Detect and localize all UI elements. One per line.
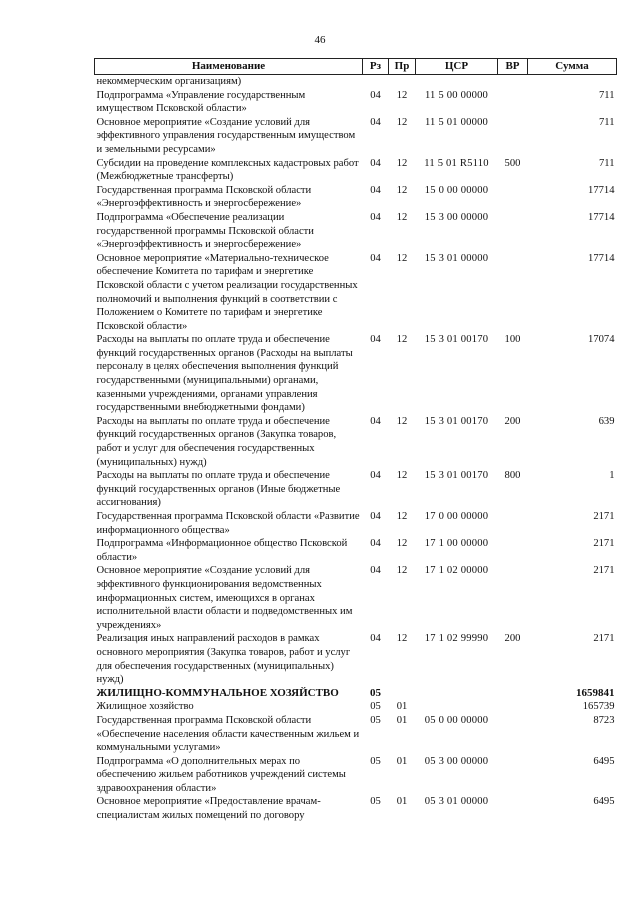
row-name: Подпрограмма «Информационное общество Псковской области» [96, 538, 348, 563]
row-csr: 05 3 00 00000 [424, 755, 489, 767]
table-row [95, 184, 617, 211]
row-name: Подпрограмма «Обеспечение реализации государственной программы Псковской области «Энергоэффективность и энергосбережение» [96, 211, 314, 251]
row-name: Расходы на выплаты по оплате труда и обеспечение функций государственных органов (Закупка товаров, работ и услуг для обеспечения государственных (муниципальных) нужд) [96, 415, 337, 468]
row-sum: 1 [609, 470, 615, 482]
table-row [95, 700, 617, 714]
table-row [95, 469, 617, 510]
row-pr: 12 [396, 252, 408, 264]
row-vr [498, 510, 528, 537]
row-sum: 2171 [593, 538, 615, 550]
row-pr [389, 687, 416, 701]
row-csr: 11 5 01 00000 [424, 116, 489, 128]
table-row [95, 157, 617, 184]
row-csr: 17 1 02 00000 [424, 565, 489, 577]
row-rz: 04 [370, 157, 381, 169]
row-rz: 04 [370, 334, 381, 346]
row-name: Жилищное хозяйство [96, 701, 194, 713]
row-name: Государственная программа Псковской области «Развитие информационного общества» [96, 511, 360, 536]
row-rz: 04 [370, 415, 381, 427]
row-csr: 17 0 00 00000 [424, 511, 489, 522]
row-vr [498, 252, 528, 334]
row-csr: 15 3 00 00000 [424, 211, 489, 223]
row-vr [498, 755, 528, 796]
row-rz: 04 [370, 252, 381, 264]
row-sum: 6495 [593, 796, 615, 808]
row-sum: 711 [599, 157, 615, 169]
row-pr: 12 [396, 415, 408, 427]
header-sum: Сумма [528, 59, 617, 75]
table-row [95, 75, 617, 89]
row-pr: 12 [396, 211, 408, 223]
row-vr: 200 [504, 633, 521, 645]
header-rz: Рз [363, 59, 389, 75]
row-pr: 01 [396, 796, 408, 808]
row-vr: 500 [504, 157, 521, 169]
row-name: Подпрограмма «Управление государственным имуществом Псковской области» [96, 89, 306, 115]
table-row [95, 795, 617, 822]
row-pr: 01 [396, 714, 408, 726]
row-sum: 17714 [588, 252, 615, 264]
row-sum: 17714 [588, 211, 615, 223]
row-vr: 100 [504, 334, 521, 346]
row-vr: 800 [504, 470, 521, 482]
row-csr: 11 5 01 R5110 [424, 157, 489, 169]
row-csr: 11 5 00 00000 [424, 89, 489, 101]
row-name: Расходы на выплаты по оплате труда и обеспечение функций государственных органов (Расходы на выплаты персоналу в целях обеспечения выполнения функций государственными (муниципальными) органами, казенными учреждениями, органами управления государственными внебюджетными фондами) [96, 334, 353, 414]
row-vr [498, 116, 528, 157]
row-name: Государственная программа Псковской области «Обеспечение населения области качественным жильем и коммунальными услугами» [96, 714, 360, 754]
table-row [95, 755, 617, 796]
row-rz: 05 [370, 701, 381, 713]
row-rz: 04 [370, 116, 381, 128]
table-header-row [95, 59, 617, 75]
row-csr: 15 3 01 00000 [424, 252, 489, 264]
row-pr: 12 [396, 633, 408, 645]
row-rz: 04 [370, 89, 381, 101]
table-row [95, 564, 617, 632]
row-pr: 12 [396, 157, 408, 169]
row-name: ЖИЛИЩНО-КОММУНАЛЬНОЕ ХОЗЯЙСТВО [96, 686, 339, 699]
table-row [95, 714, 617, 755]
row-rz: 04 [370, 470, 381, 482]
header-csr: ЦСР [416, 59, 498, 75]
row-sum: 711 [599, 116, 615, 128]
row-rz: 05 [370, 755, 381, 767]
row-sum: 2171 [593, 565, 615, 577]
row-sum: 17714 [588, 184, 615, 196]
table-body [95, 75, 617, 823]
row-vr [498, 714, 528, 755]
row-sum: 1659841 [576, 686, 615, 699]
section-row [95, 687, 617, 701]
row-csr: 17 1 00 00000 [424, 538, 489, 550]
row-rz: 04 [370, 511, 381, 522]
row-pr: 12 [396, 334, 408, 346]
row-vr [498, 795, 528, 822]
row-vr [498, 75, 528, 89]
row-pr [389, 75, 416, 89]
row-sum: 711 [599, 89, 615, 101]
row-csr: 05 3 01 00000 [424, 796, 489, 808]
row-rz: 04 [370, 538, 381, 550]
row-sum: 2171 [593, 633, 615, 645]
row-rz: 04 [370, 633, 381, 645]
row-sum: 17074 [588, 334, 615, 346]
row-rz: 05 [370, 796, 381, 808]
row-csr [416, 687, 498, 701]
row-vr [498, 564, 528, 632]
budget-table [94, 58, 617, 823]
row-vr [498, 211, 528, 252]
header-name: Наименование [95, 59, 363, 75]
table-row [95, 537, 617, 564]
table-row [95, 632, 617, 686]
row-rz: 04 [370, 184, 381, 196]
row-pr: 12 [396, 511, 408, 522]
row-sum: 165739 [582, 701, 615, 713]
row-csr: 15 0 00 00000 [424, 184, 489, 196]
row-pr: 01 [396, 701, 408, 713]
table-row [95, 116, 617, 157]
table-row [95, 333, 617, 415]
table-row [95, 415, 617, 469]
row-name: некоммерческим организациям) [96, 76, 242, 87]
row-sum [528, 75, 617, 89]
table-row [95, 510, 617, 537]
row-pr: 12 [396, 470, 408, 482]
row-sum: 639 [598, 415, 615, 427]
row-pr: 12 [396, 116, 408, 128]
row-rz: 05 [370, 714, 381, 726]
row-sum: 2171 [593, 511, 615, 522]
row-vr [498, 89, 528, 116]
header-vr: ВР [498, 59, 528, 75]
row-pr: 12 [396, 184, 408, 196]
row-vr [498, 687, 528, 701]
row-name: Государственная программа Псковской области «Энергоэффективность и энергосбережение» [96, 184, 312, 210]
row-vr [498, 184, 528, 211]
row-name: Основное мероприятие «Создание условий для эффективного функционирования ведомственных информационных систем, имеющихся в органах исполнительной власти области и подведомственных им учреждениях» [96, 565, 353, 631]
row-rz: 04 [370, 565, 381, 577]
row-rz [363, 75, 389, 89]
table-row [95, 252, 617, 334]
row-pr: 12 [396, 89, 408, 101]
row-csr: 15 3 01 00170 [424, 415, 489, 427]
row-pr: 12 [396, 538, 408, 550]
row-csr: 15 3 01 00170 [424, 470, 489, 482]
row-pr: 01 [396, 755, 408, 767]
row-rz: 04 [370, 211, 381, 223]
row-vr: 200 [504, 415, 521, 427]
table-row [95, 89, 617, 116]
row-vr [498, 700, 528, 714]
row-csr [416, 700, 498, 714]
table-row [95, 211, 617, 252]
row-name: Реализация иных направлений расходов в рамках основного мероприятия (Закупка товаров, работ и услуг для обеспечения государственных (муниципальных) нужд) [96, 633, 351, 686]
row-name: Основное мероприятие «Материально-техническое обеспечение Комитета по тарифам и энергетике Псковской области с учетом реализации государственных полномочий и выполнения функций в соответствии с Положением о Комитете по тарифам и энергетике Псковской области» [96, 252, 358, 332]
row-rz: 05 [370, 686, 381, 699]
row-pr: 12 [396, 565, 408, 577]
row-csr: 15 3 01 00170 [424, 334, 489, 346]
row-csr: 05 0 00 00000 [424, 714, 489, 726]
row-csr [416, 75, 498, 89]
page-number: 46 [314, 34, 326, 46]
row-name: Основное мероприятие «Предоставление врачам-специалистам жилых помещений по договору [96, 796, 321, 822]
row-name: Подпрограмма «О дополнительных мерах по обеспечению жильем работников учреждений системы здравоохранения области» [96, 755, 346, 794]
header-pr: Пр [389, 59, 416, 75]
row-sum: 6495 [593, 755, 615, 767]
row-vr [498, 537, 528, 564]
row-name: Основное мероприятие «Создание условий для эффективного управления государственным имуществом и земельными ресурсами» [96, 116, 356, 155]
row-sum: 8723 [593, 714, 615, 726]
row-name: Субсидии на проведение комплексных кадастровых работ (Межбюджетные трансферты) [96, 157, 359, 183]
row-csr: 17 1 02 99990 [424, 633, 489, 645]
row-name: Расходы на выплаты по оплате труда и обеспечение функций государственных органов (Иные бюджетные ассигнования) [96, 470, 341, 509]
